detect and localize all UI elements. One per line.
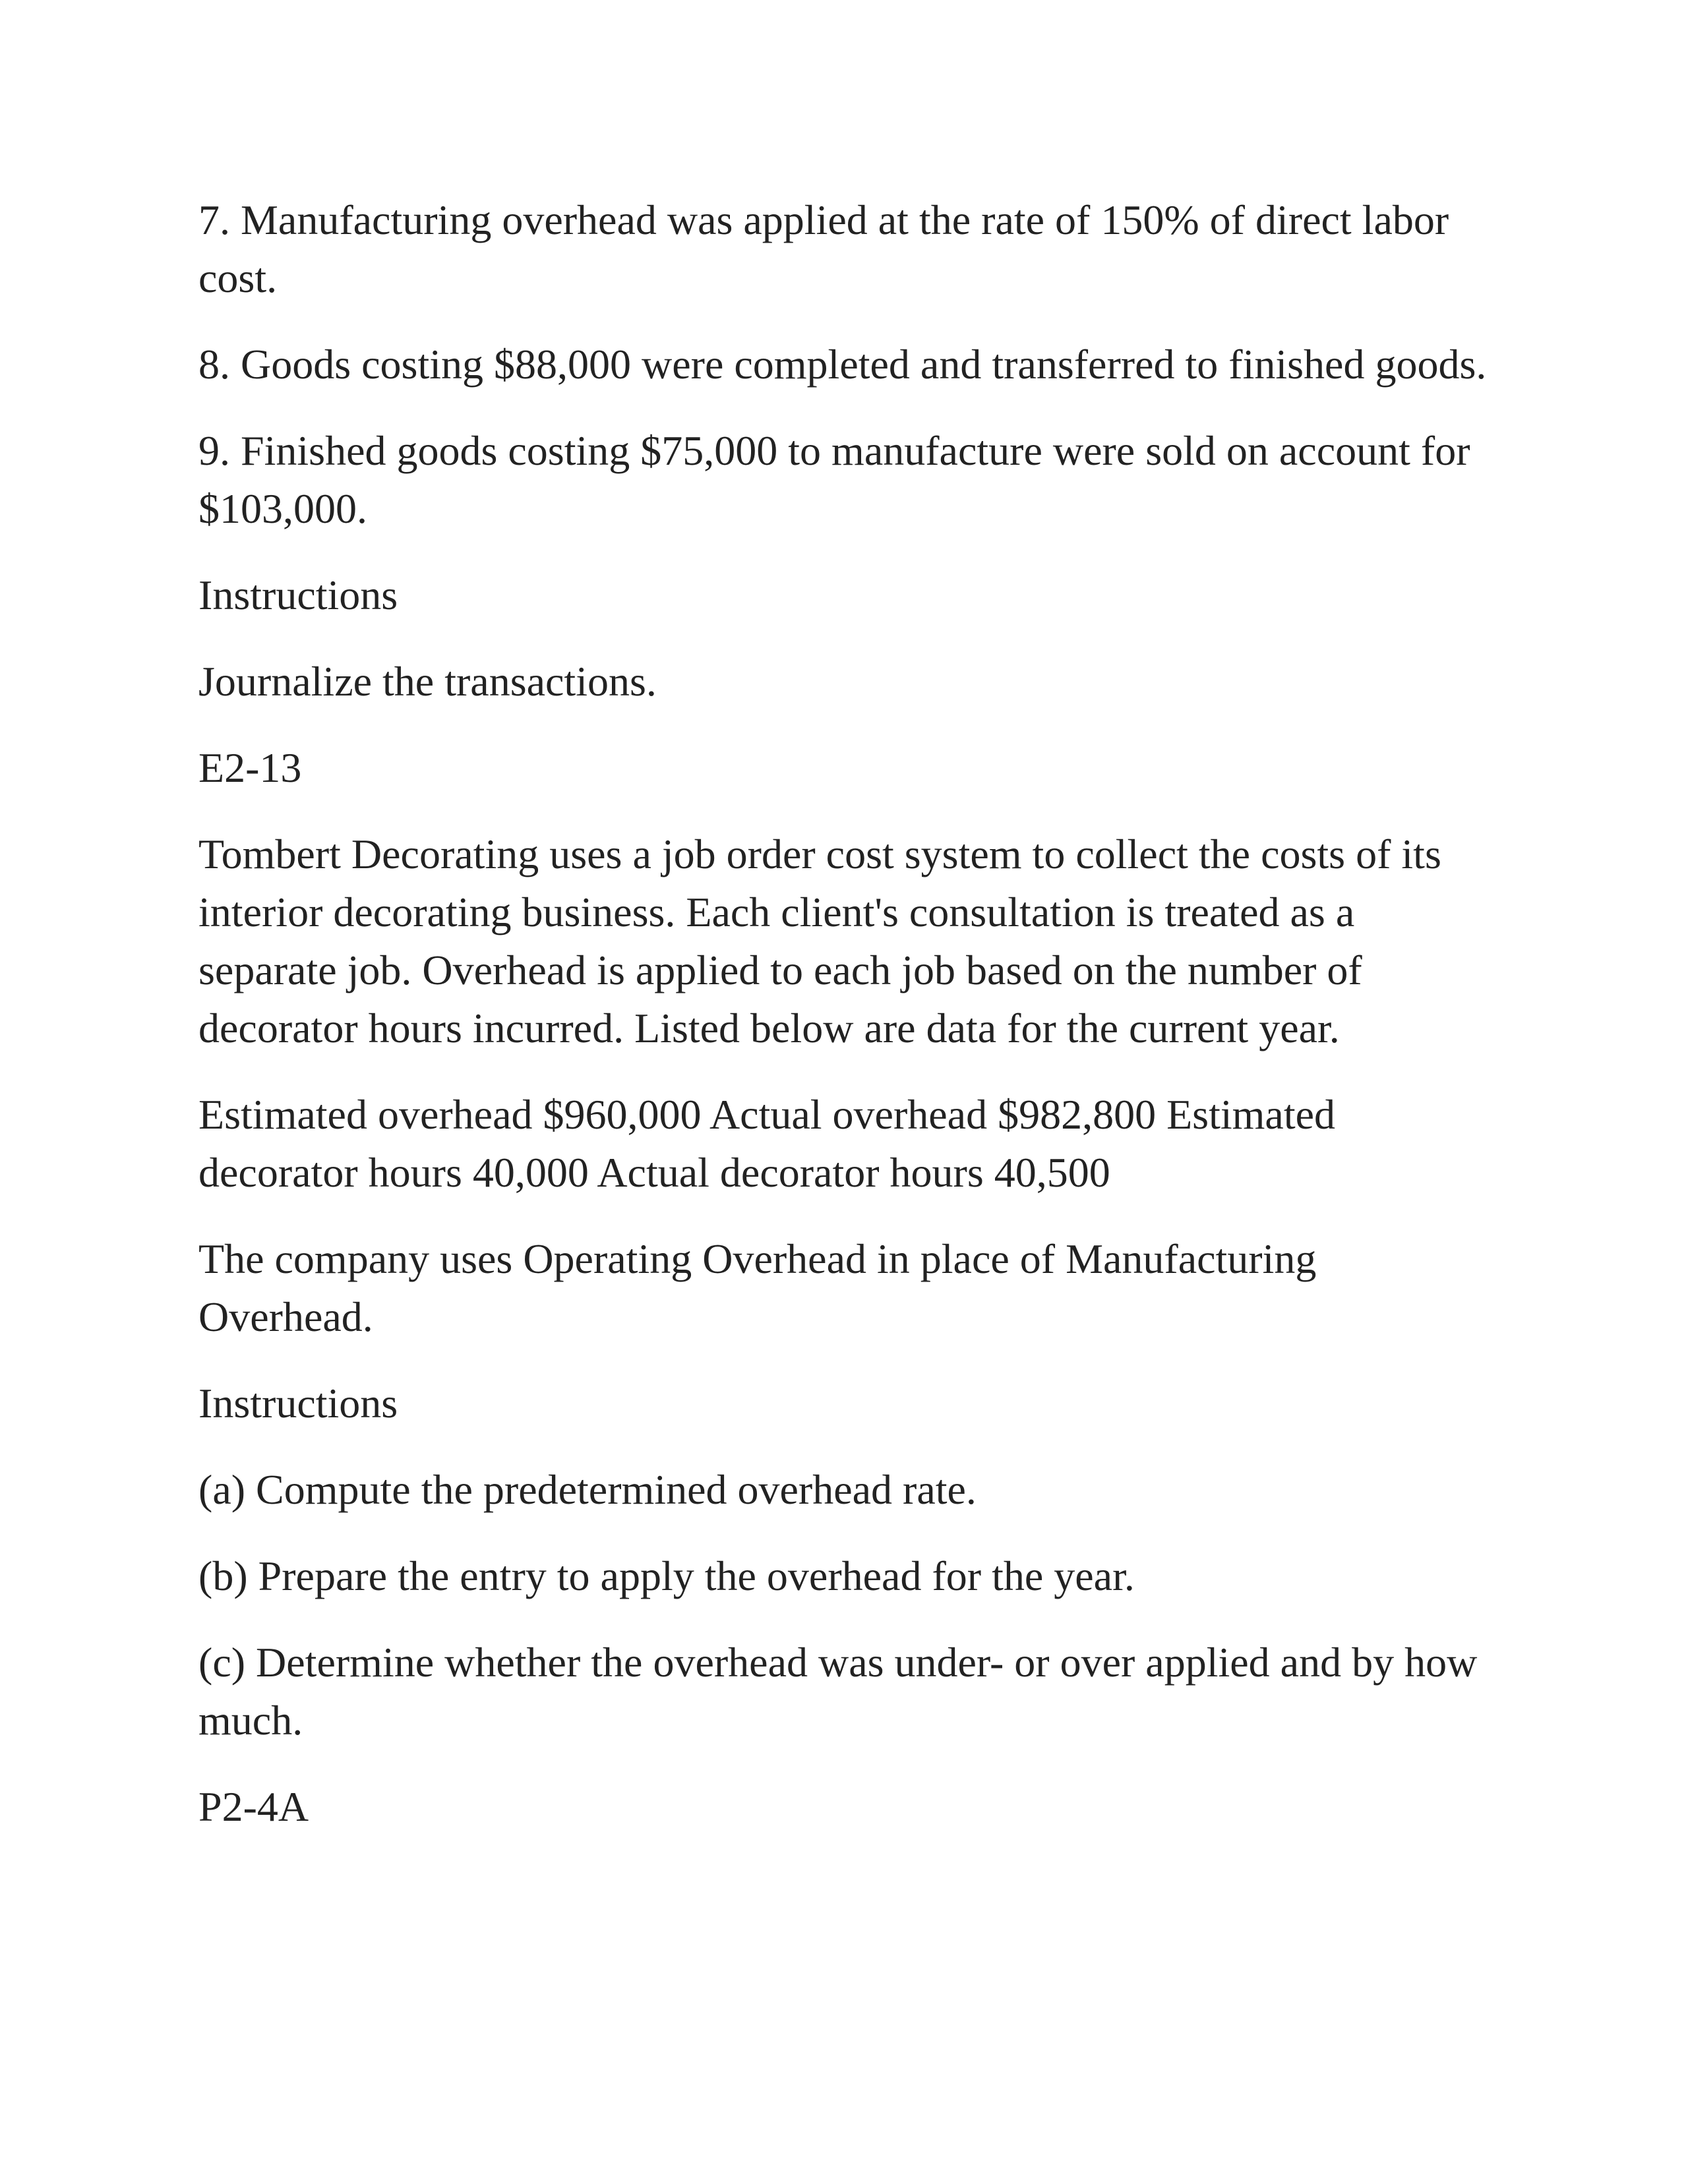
problem-label-p2-4a: P2-4A xyxy=(198,1783,309,1830)
overhead-data: Estimated overhead $960,000 Actual overhead $982,800 Estimated decorator hours 40,000 Actual decorator hours 40,500 xyxy=(198,1091,1335,1196)
exercise-label-e2-13: E2-13 xyxy=(198,744,302,791)
instructions-heading: Instructions xyxy=(198,572,398,618)
document-page xyxy=(198,191,1491,1864)
paragraph-item-9: 9. Finished goods costing $75,000 to manufacture were sold on account for $103,000. xyxy=(198,427,1470,532)
exercise-description: Tombert Decorating uses a job order cost system to collect the costs of its interior decorating business. Each client's consultation is treated as a separate job. Overhead is applied to each job based on the number of decorator hours incurred. Listed below are data for the current year. xyxy=(198,831,1441,1051)
instruction-c: (c) Determine whether the overhead was under- or over applied and by how much. xyxy=(198,1639,1478,1744)
paragraph-item-8: 8. Goods costing $88,000 were completed and transferred to finished goods. xyxy=(198,341,1487,388)
instructions-heading-2: Instructions xyxy=(198,1380,398,1427)
operating-overhead-note: The company uses Operating Overhead in place of Manufacturing Overhead. xyxy=(198,1235,1317,1340)
paragraph-item-7: 7. Manufacturing overhead was applied at the rate of 150% of direct labor cost. xyxy=(198,196,1449,301)
instruction-journalize: Journalize the transactions. xyxy=(198,658,657,705)
instruction-a: (a) Compute the predetermined overhead rate. xyxy=(198,1466,977,1513)
instruction-b: (b) Prepare the entry to apply the overhead for the year. xyxy=(198,1552,1135,1599)
